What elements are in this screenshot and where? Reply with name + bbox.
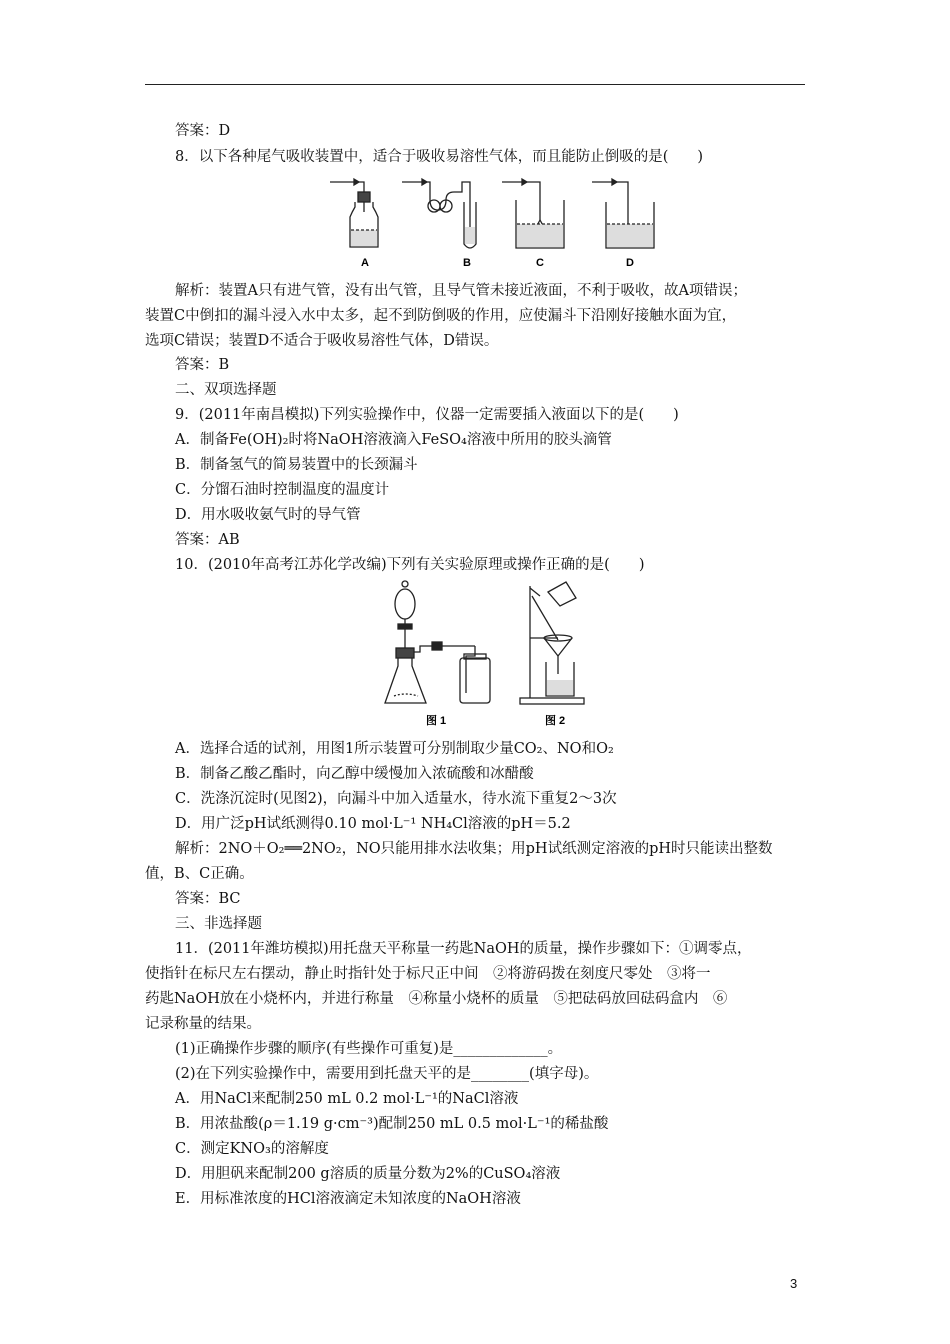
option-9b: B．制备氢气的简易装置中的长颈漏斗 xyxy=(175,457,418,473)
answer-9: 答案：AB xyxy=(175,532,240,548)
option-10b: B．制备乙酸乙酯时，向乙醇中缓慢加入浓硫酸和冰醋酸 xyxy=(175,766,534,782)
label-b: B xyxy=(463,257,471,269)
lab-setup-figure xyxy=(380,578,610,730)
analysis-8-line1: 解析：装置A只有进气管，没有出气管，且导气管未接近液面，不利于吸收，故A项错误； xyxy=(175,283,747,299)
label-figure-1: 图 1 xyxy=(426,715,447,727)
answer-8: 答案：B xyxy=(175,357,230,373)
question-10: 10．(2010年高考江苏化学改编)下列有关实验原理或操作正确的是( ) xyxy=(175,557,645,573)
question-11-part2: (2)在下列实验操作中，需要用到托盘天平的是________(填字母)。 xyxy=(175,1066,599,1082)
label-a: A xyxy=(361,257,369,269)
label-figure-2: 图 2 xyxy=(545,715,566,727)
section-three-heading: 三、非选择题 xyxy=(175,916,262,932)
option-11c: C．测定KNO₃的溶解度 xyxy=(175,1141,329,1157)
question-8: 8．以下各种尾气吸收装置中，适合于吸收易溶性气体，而且能防止倒吸的是( ) xyxy=(175,149,704,165)
option-9a: A．制备Fe(OH)₂时将NaOH溶液滴入FeSO₄溶液中所用的胶头滴管 xyxy=(175,432,612,448)
question-11-line1: 11．(2011年潍坊模拟)用托盘天平称量一药匙NaOH的质量，操作步骤如下：①调零点， xyxy=(175,941,752,957)
option-9d: D．用水吸收氨气时的导气管 xyxy=(175,507,361,523)
answer-7: 答案：D xyxy=(175,123,231,139)
option-10a: A．选择合适的试剂，用图1所示装置可分别制取少量CO₂、NO和O₂ xyxy=(175,741,614,757)
page-number: 3 xyxy=(790,1276,798,1291)
question-9: 9．(2011年南昌模拟)下列实验操作中，仪器一定需要插入液面以下的是( ) xyxy=(175,407,679,423)
section-two-heading: 二、双项选择题 xyxy=(175,382,277,398)
option-11b: B．用浓盐酸(ρ＝1.19 g·cm⁻³)配制250 mL 0.5 mol·L⁻¹的稀盐酸 xyxy=(175,1116,609,1132)
option-10c: C．洗涤沉淀时(见图2)，向漏斗中加入适量水，待水流下重复2～3次 xyxy=(175,791,617,807)
option-11d: D．用胆矾来配制200 g溶质的质量分数为2%的CuSO₄溶液 xyxy=(175,1166,561,1182)
option-11a: A．用NaCl来配制250 mL 0.2 mol·L⁻¹的NaCl溶液 xyxy=(175,1091,519,1107)
analysis-8-line3: 选项C错误；装置D不适合于吸收易溶性气体，D错误。 xyxy=(145,333,499,349)
absorption-apparatus-figure xyxy=(330,172,660,272)
label-d: D xyxy=(626,257,634,269)
analysis-8-line2: 装置C中倒扣的漏斗浸入水中太多，起不到防倒吸的作用，应使漏斗下沿刚好接触水面为宜， xyxy=(145,308,737,324)
answer-10: 答案：BC xyxy=(175,891,241,907)
question-11-line2: 使指针在标尺左右摆动，静止时指针处于标尺正中间 ②将游码拨在刻度尺零处 ③将一 xyxy=(145,966,711,982)
question-11-part1: (1)正确操作步骤的顺序(有些操作可重复)是_____________。 xyxy=(175,1041,563,1057)
option-11e: E．用标准浓度的HCl溶液滴定未知浓度的NaOH溶液 xyxy=(175,1191,521,1207)
analysis-10-line1: 解析：2NO＋O₂══2NO₂，NO只能用排水法收集；用pH试纸测定溶液的pH时只能读出整数 xyxy=(175,841,773,857)
label-c: C xyxy=(536,257,544,269)
question-11-line3: 药匙NaOH放在小烧杯内，并进行称量 ④称量小烧杯的质量 ⑤把砝码放回砝码盒内 ⑥ xyxy=(145,991,728,1007)
analysis-10-line2: 值，B、C正确。 xyxy=(145,866,254,882)
question-11-line4: 记录称量的结果。 xyxy=(145,1016,261,1032)
header-rule xyxy=(145,84,805,85)
option-10d: D．用广泛pH试纸测得0.10 mol·L⁻¹ NH₄Cl溶液的pH＝5.2 xyxy=(175,816,571,832)
option-9c: C．分馏石油时控制温度的温度计 xyxy=(175,482,390,498)
